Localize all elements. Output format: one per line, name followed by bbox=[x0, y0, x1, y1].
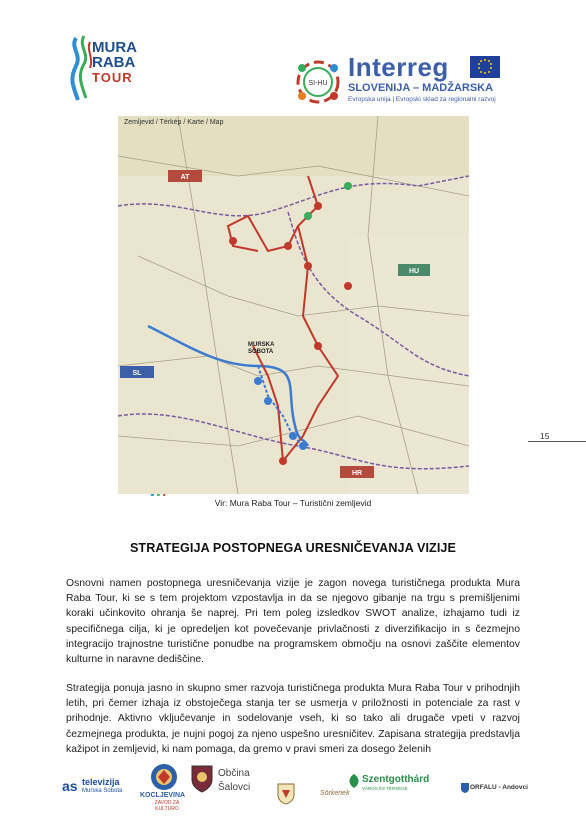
sorokpolany-logo: Sörkenek bbox=[320, 790, 350, 797]
si-hu-badge-text: SI-HU bbox=[308, 80, 328, 87]
televizija-logo bbox=[62, 777, 123, 794]
map-illustration bbox=[118, 116, 469, 494]
interreg-tagline: Evropska unija | Evropski sklad za regionalni razvoj bbox=[348, 96, 496, 103]
mrt-line-3: TOUR bbox=[92, 70, 133, 85]
szentgotthard-leaf-icon bbox=[348, 774, 360, 788]
tourist-map bbox=[118, 116, 469, 494]
mrt-logo-text bbox=[92, 40, 137, 85]
map-top-label: Zemljevid / Térkép / Karte / Map bbox=[124, 119, 224, 126]
orfalu-crest-icon bbox=[460, 782, 470, 794]
hodos-logo bbox=[276, 782, 296, 808]
kocljevina-emblem-icon bbox=[149, 762, 179, 792]
si-hu-badge bbox=[292, 56, 344, 113]
szentgotthard-line-2: VÁROS ÉS TÉRSÉGE bbox=[362, 786, 408, 791]
interreg-subtitle: SLOVENIJA – MADŽARSKA bbox=[348, 82, 494, 94]
paragraph-2: Strategija ponuja jasno in skupno smer razvoja turističnega produkta Mura Raba Tour v prihodnjih letih, pri čemer izhaja iz obstoječega stanja ter se usmerja v priložnosti in potenciale za rast v prihodnje. Aktivno vključevanje in sodelovanje vseh, ki so tako ali drugače vpeti v razvoj čezmejnega produkta, je nujni pogoj za njeno uspešno uresničitev. Zapisana strategija predstavlja kažipot in zemljevid, ki nam pomaga, da gremo v pravi smeri za dosego želenih bbox=[66, 683, 520, 755]
salovci-crest-icon bbox=[190, 764, 214, 794]
map-label-at: AT bbox=[180, 174, 190, 181]
salovci-line-2: Šalovci bbox=[218, 782, 251, 793]
salovci-line-1: Občina bbox=[218, 768, 250, 779]
section-heading: STRATEGIJA POSTOPNEGA URESNIČEVANJA VIZIJE bbox=[129, 541, 457, 555]
orfalu-line-1: ORFALU - Andovci bbox=[470, 784, 528, 791]
map-town-line-1: MURSKA bbox=[248, 342, 275, 348]
salovci-logo bbox=[190, 764, 251, 796]
hodos-crest-icon bbox=[276, 782, 296, 806]
interreg-wordmark: Interreg bbox=[348, 52, 449, 82]
kocljevina-logo bbox=[140, 762, 188, 812]
szentgotthard-logo bbox=[348, 774, 430, 791]
map-town-line-2: SOBOTA bbox=[248, 349, 274, 355]
mrt-line-2: RABA bbox=[92, 54, 136, 71]
map-label-hu: HU bbox=[408, 268, 420, 275]
map-label-hr: HR bbox=[351, 470, 363, 477]
page-number-rule bbox=[528, 441, 586, 442]
map-source-caption: Vir: Mura Raba Tour – Turistični zemljevid bbox=[214, 498, 372, 508]
kocljevina-line-2: ZAVOD ZA KULTURO bbox=[154, 800, 180, 812]
mrt-line-1: MURA bbox=[92, 39, 137, 56]
map-label-sl: SL bbox=[132, 370, 142, 377]
page-number: 15 bbox=[540, 431, 550, 441]
paragraph-1: Osnovni namen postopnega uresničevanja vizije je zagon novega turističnega produkta Mura Raba Tour, ki se s tem projektom vzpostavlja in da se njegovo gibanje na trgu s premišljenimi koraki učinkovito ohranja še naprej. Pri tem poleg izsledkov SWOT analize, izhajamo tudi iz specifičnega cilja, ki je opredeljen kot povečevanje privlačnosti z diverzifikacijo in s čezmejno integracijo trajnostne turistične ponudbe na programskem območju na osnovi zaščite elementov kulturne in naravne dediščine. bbox=[66, 578, 520, 666]
eu-flag-icon bbox=[470, 56, 500, 78]
szentgotthard-line-1: Szentgotthárd bbox=[362, 774, 430, 785]
orfalu-logo bbox=[460, 782, 528, 796]
kocljevina-line-1: KOCLJEVINA bbox=[140, 792, 186, 799]
si-hu-circle-icon bbox=[292, 56, 344, 108]
tv-line-1: televizija bbox=[82, 777, 120, 787]
tv-mark: as bbox=[62, 778, 78, 794]
tv-line-2: Murska Sobota bbox=[82, 788, 123, 794]
